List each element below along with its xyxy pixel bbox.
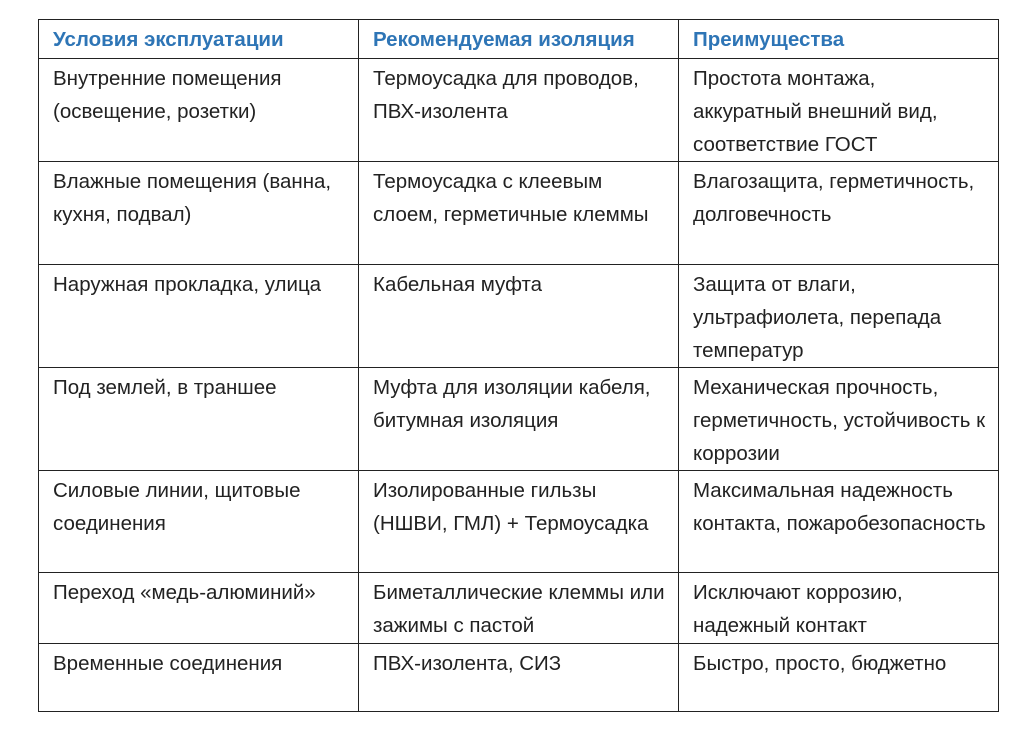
insulation-cell: ПВХ-изолента, СИЗ: [359, 644, 679, 712]
advantages-cell: Защита от влаги, ультрафиолета, перепада температур: [679, 265, 999, 368]
table-row: [39, 573, 999, 644]
conditions-cell: Силовые линии, щитовые соединения: [39, 471, 359, 573]
insulation-cell: Муфта для изоляции кабеля, битумная изоляция: [359, 368, 679, 471]
insulation-cell: Биметаллические клеммы или зажимы с пастой: [359, 573, 679, 644]
table-row: [39, 59, 999, 162]
advantages-cell: Исключают коррозию, надежный контакт: [679, 573, 999, 644]
table-row: [39, 368, 999, 471]
conditions-cell: Под землей, в траншее: [39, 368, 359, 471]
header-insulation: Рекомендуемая изоляция: [359, 20, 679, 59]
insulation-cell: Изолированные гильзы (НШВИ, ГМЛ) + Термоусадка: [359, 471, 679, 573]
table-row: [39, 644, 999, 712]
header-advantages: Преимущества: [679, 20, 999, 59]
conditions-cell: Влажные помещения (ванна, кухня, подвал): [39, 162, 359, 265]
conditions-cell: Наружная прокладка, улица: [39, 265, 359, 368]
advantages-cell: Быстро, просто, бюджетно: [679, 644, 999, 712]
advantages-cell: Механическая прочность, герметичность, устойчивость к коррозии: [679, 368, 999, 471]
header-row: [39, 20, 999, 59]
table-row: [39, 162, 999, 265]
insulation-cell: Термоусадка для проводов, ПВХ-изолента: [359, 59, 679, 162]
advantages-cell: Влагозащита, герметичность, долговечность: [679, 162, 999, 265]
insulation-cell: Кабельная муфта: [359, 265, 679, 368]
table-row: [39, 471, 999, 573]
advantages-cell: Простота монтажа, аккуратный внешний вид, соответствие ГОСТ: [679, 59, 999, 162]
insulation-table: [38, 19, 999, 712]
conditions-cell: Временные соединения: [39, 644, 359, 712]
conditions-cell: Внутренние помещения (освещение, розетки): [39, 59, 359, 162]
advantages-cell: Максимальная надежность контакта, пожаробезопасность: [679, 471, 999, 573]
table-row: [39, 265, 999, 368]
conditions-cell: Переход «медь-алюминий»: [39, 573, 359, 644]
insulation-cell: Термоусадка с клеевым слоем, герметичные клеммы: [359, 162, 679, 265]
header-conditions: Условия эксплуатации: [39, 20, 359, 59]
